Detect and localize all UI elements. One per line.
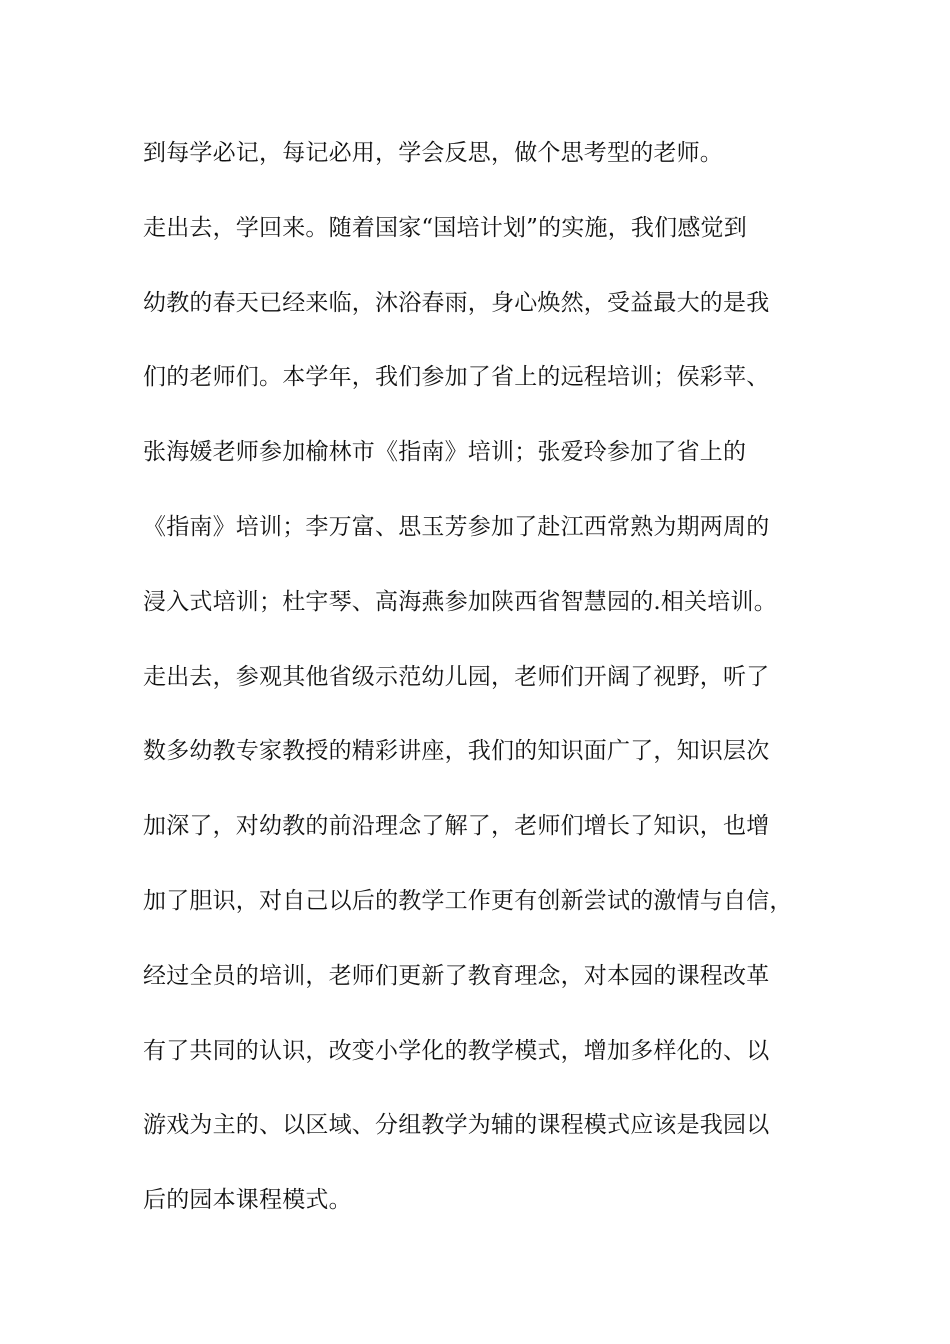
text-line: 张海媛老师参加榆林市《指南》培训；张爱玲参加了省上的 [143, 439, 747, 466]
text-line: 到每学必记，每记必用，学会反思，做个思考型的老师。 [143, 140, 723, 166]
text-line: 浸入式培训；杜宇琴、高海燕参加陕西省智慧园的.相关培训。 [143, 588, 777, 615]
text-line: 幼教的春天已经来临，沐浴春雨，身心焕然，受益最大的是我 [143, 289, 770, 316]
text-line: 经过全员的培训，老师们更新了教育理念，对本园的课程改革 [143, 962, 770, 989]
text-line: 游戏为主的、以区域、分组教学为辅的课程模式应该是我园以 [143, 1112, 770, 1139]
text-line: 加深了，对幼教的前沿理念了解了，老师们增长了知识，也增 [143, 813, 770, 840]
text-line: 有了共同的认识，改变小学化的教学模式，增加多样化的、以 [143, 1037, 770, 1064]
text-line: 走出去，学回来。随着国家“国培计划”的实施，我们感觉到 [143, 214, 747, 241]
text-line: 加了胆识，对自己以后的教学工作更有创新尝试的激情与自信， [143, 887, 793, 914]
text-line: 《指南》培训；李万富、思玉芳参加了赴江西常熟为期两周的 [143, 513, 770, 540]
text-line: 走出去，参观其他省级示范幼儿园，老师们开阔了视野，听了 [143, 663, 770, 690]
document-body-text [143, 130, 833, 1252]
text-line: 数多幼教专家教授的精彩讲座，我们的知识面广了，知识层次 [143, 738, 770, 765]
text-line: 后的园本课程模式。 [143, 1187, 352, 1214]
text-line: 们的老师们。本学年，我们参加了省上的远程培训；侯彩苹、 [143, 364, 770, 391]
